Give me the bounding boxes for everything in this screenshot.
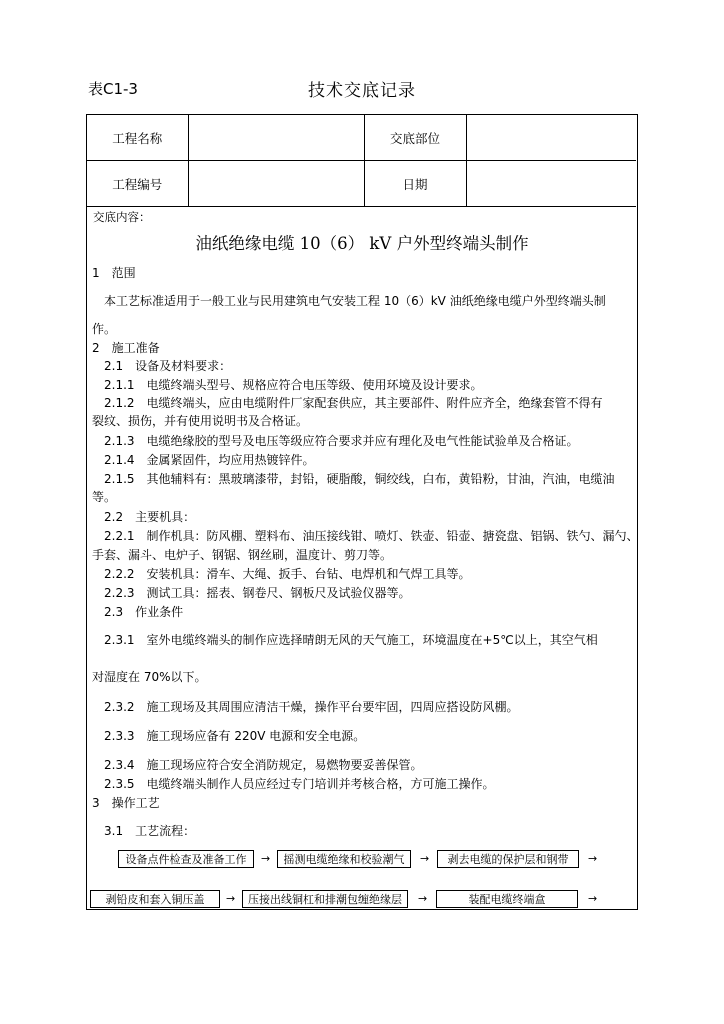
paragraph-line: 本工艺标准适用于一般工业与民用建筑电气安装工程 10（6）kV 油纸绝缘电缆户外型终端头制 [104,294,606,308]
project-name-label: 工程名称 [87,115,188,161]
paragraph-line: 2.1.5 其他辅料有：黑玻璃漆带，封铅，硬脂酸，铜绞线，白布，黄铅粉，甘油，汽油，电缆油 [104,472,615,486]
paragraph-line: 作。 [92,322,117,336]
flow-arrow: → [588,852,598,865]
paragraph-line: 2.2.3 测试工具：摇表、钢卷尺、钢板尺及试验仪器等。 [104,586,411,600]
section-heading: 1 范围 [92,266,136,280]
flow-step-3: 剥去电缆的保护层和钢带 [437,850,579,868]
disclosure-part-label: 交底部位 [364,115,466,161]
flow-step-6: 装配电缆终端盒 [436,890,578,908]
paragraph-line: 2.2.1 制作机具：防风棚、塑料布、油压接线钳、喷灯、铁壶、铅壶、搪瓷盘、铝锅、铁勺、漏勺、 [104,529,639,543]
flow-arrow: → [261,852,271,865]
info-table [87,115,636,207]
section-heading: 2 施工准备 [92,341,160,355]
paragraph-line: 2.3.1 室外电缆终端头的制作应选择晴朗无风的天气施工，环境温度在+5℃以上，其空气相 [104,633,598,647]
disclosure-content-label: 交底内容： [93,210,151,224]
form-title: 技术交底记录 [308,81,416,101]
date-label: 日期 [364,161,466,207]
paragraph-line: 手套、漏斗、电炉子、钢锯、钢丝刷，温度计、剪刀等。 [92,548,393,562]
paragraph-line: 对湿度在 70%以下。 [92,670,207,684]
paragraph-line: 2.1.4 金属紧固件，均应用热镀锌件。 [104,453,315,467]
project-no-value[interactable] [188,161,364,207]
paragraph-line: 2.3.3 施工现场应备有 220V 电源和安全电源。 [104,729,366,743]
flow-step-1: 设备点件检查及准备工作 [118,850,254,868]
flow-arrow: → [226,892,236,905]
project-no-label: 工程编号 [87,161,188,207]
form-code: 表C1-3 [88,80,138,98]
date-value[interactable] [466,161,636,207]
paragraph-line: 2.1.3 电缆绝缘胶的型号及电压等级应符合要求并应有理化及电气性能试验单及合格证。 [104,434,579,448]
paragraph-line: 等。 [92,490,117,504]
subsection-heading: 2.1 设备及材料要求： [104,359,232,373]
content-title: 油纸绝缘电缆 10（6） kV 户外型终端头制作 [195,234,529,253]
paragraph-line: 2.3.2 施工现场及其周围应清洁干燥，操作平台要牢固，四周应搭设防风棚。 [104,700,519,714]
paragraph-line: 2.1.1 电缆终端头型号、规格应符合电压等级、使用环境及设计要求。 [104,378,483,392]
flow-step-4: 剥铅皮和套入铜压盖 [90,890,220,908]
paragraph-line: 2.3.5 电缆终端头制作人员应经过专门培训并考核合格，方可施工操作。 [104,777,495,791]
paragraph-line: 2.3.4 施工现场应符合安全消防规定，易燃物要妥善保管。 [104,758,423,772]
project-name-value[interactable] [188,115,364,161]
flow-step-5: 压接出线铜杠和排潮包缠绝缘层 [242,890,408,908]
section-heading: 3 操作工艺 [92,796,160,810]
flow-arrow: → [418,892,428,905]
disclosure-part-value[interactable] [466,115,636,161]
paragraph-line: 2.1.2 电缆终端头，应由电缆附件厂家配套供应，其主要部件、附件应齐全，绝缘套管不得有 [104,396,603,410]
flow-arrow: → [420,852,430,865]
subsection-heading: 3.1 工艺流程： [104,824,196,838]
paragraph-line: 裂纹、损伤，并有使用说明书及合格证。 [92,414,309,428]
subsection-heading: 2.2 主要机具： [104,510,196,524]
subsection-heading: 2.3 作业条件 [104,605,184,619]
flow-arrow: → [588,892,598,905]
flow-step-2: 摇测电缆绝缘和校验潮气 [277,850,411,868]
paragraph-line: 2.2.2 安装机具：滑车、大绳、扳手、台钻、电焊机和气焊工具等。 [104,567,471,581]
